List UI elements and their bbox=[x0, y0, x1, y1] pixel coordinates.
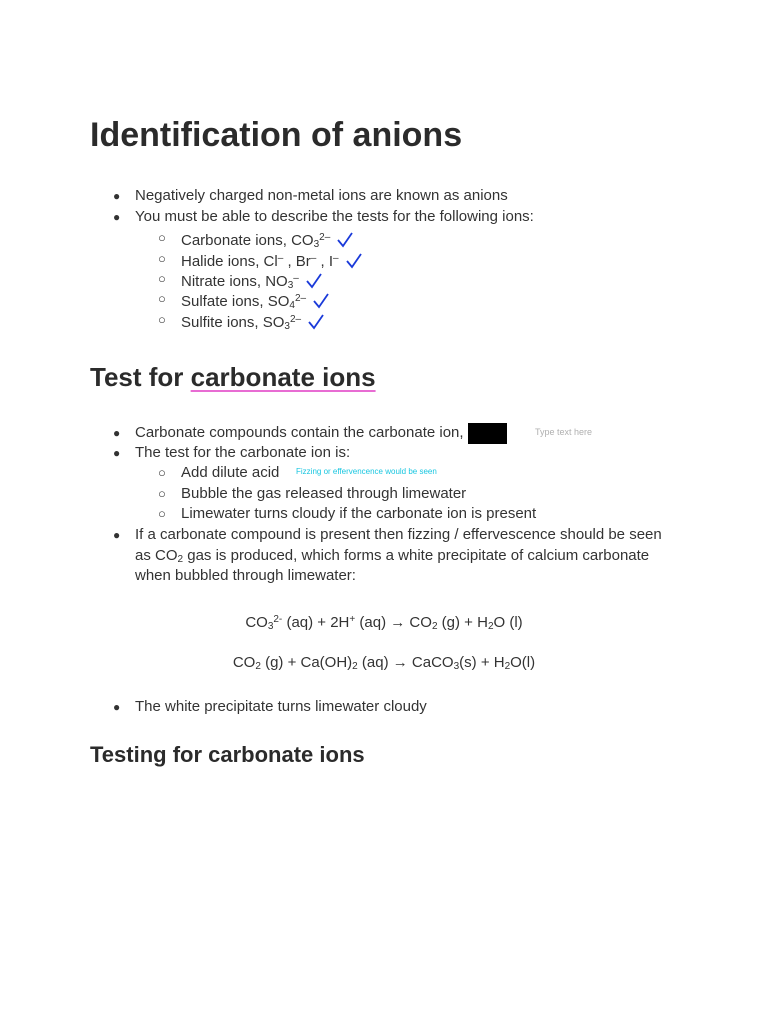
sub-bullet-marker: ○ bbox=[158, 506, 166, 521]
bullet-marker: ● bbox=[113, 426, 121, 440]
handwritten-note: Fizzing or effervencence would be seen bbox=[296, 467, 437, 476]
bullet-marker: ● bbox=[113, 210, 121, 224]
redacted-box bbox=[468, 423, 507, 444]
section-heading-test: Test for carbonate ions bbox=[90, 362, 376, 392]
sub-bullet-marker: ○ bbox=[158, 230, 166, 245]
bullet-marker: ● bbox=[113, 189, 121, 203]
equation-1: $CO_3^{2-}$ (aq) + 2H+ $(aq) \to CO_2$ $(g) + H_2O$ (l) bbox=[245, 614, 523, 632]
intro-point-2: You must be able to describe the tests for the following ions: bbox=[135, 208, 534, 225]
sub-bullet-marker: ○ bbox=[158, 312, 166, 327]
check-icon bbox=[312, 292, 330, 310]
carbonate-point-3-line-3: when bubbled through limewater: bbox=[135, 567, 356, 584]
ion-nitrate: Nitrate ions, $NO_3^-$ bbox=[181, 269, 323, 296]
ion-sulfite: Sulfite ions, $SO_3^{2-}$ bbox=[181, 310, 325, 337]
carbonate-point-1: Carbonate compounds contain the carbonate ion, bbox=[135, 424, 464, 441]
sub-bullet-marker: ○ bbox=[158, 251, 166, 266]
section-heading-testing: Testing for carbonate ions bbox=[90, 742, 365, 767]
carbonate-point-3-line-1: If a carbonate compound is present then fizzing / effervescence should be seen bbox=[135, 526, 662, 543]
text-box-placeholder[interactable]: Type text here bbox=[535, 427, 593, 437]
bullet-marker: ● bbox=[113, 446, 121, 460]
check-icon bbox=[345, 252, 363, 270]
sub-bullet-marker: ○ bbox=[158, 465, 166, 480]
bullet-marker: ● bbox=[113, 700, 121, 714]
ion-carbonate: Carbonate ions, $CO_3^{2-}$ bbox=[181, 228, 354, 255]
test-step-1: Add dilute acid bbox=[181, 464, 280, 481]
ion-sulfate: Sulfate ions, $SO_4^{2-}$ bbox=[181, 289, 330, 316]
carbonate-point-3-line-2: as $CO_2$ gas is produced, which forms a white precipitate of calcium carbonate bbox=[135, 547, 650, 565]
page-title: Identification of anions bbox=[90, 116, 463, 154]
test-step-3: Limewater turns cloudy if the carbonate ion is present bbox=[181, 505, 537, 522]
sub-bullet-marker: ○ bbox=[158, 291, 166, 306]
check-icon bbox=[305, 272, 323, 290]
ion-halide: Halide ions, Cl– , Br– , I– bbox=[181, 249, 363, 272]
intro-point-1: Negatively charged non-metal ions are known as anions bbox=[135, 187, 508, 204]
bullet-marker: ● bbox=[113, 528, 121, 542]
check-icon bbox=[336, 231, 354, 249]
equation-2: $CO_2$ $(g) + Ca(OH)_2$ (aq) → CaCO$_3$(s) + $H_2O(l)$ bbox=[232, 654, 536, 672]
sub-bullet-marker: ○ bbox=[158, 486, 166, 501]
carbonate-point-2: The test for the carbonate ion is: bbox=[135, 444, 351, 461]
sub-bullet-marker: ○ bbox=[158, 271, 166, 286]
final-point: The white precipitate turns limewater cloudy bbox=[135, 698, 427, 715]
test-step-2: Bubble the gas released through limewater bbox=[181, 485, 467, 502]
check-icon bbox=[307, 313, 325, 331]
